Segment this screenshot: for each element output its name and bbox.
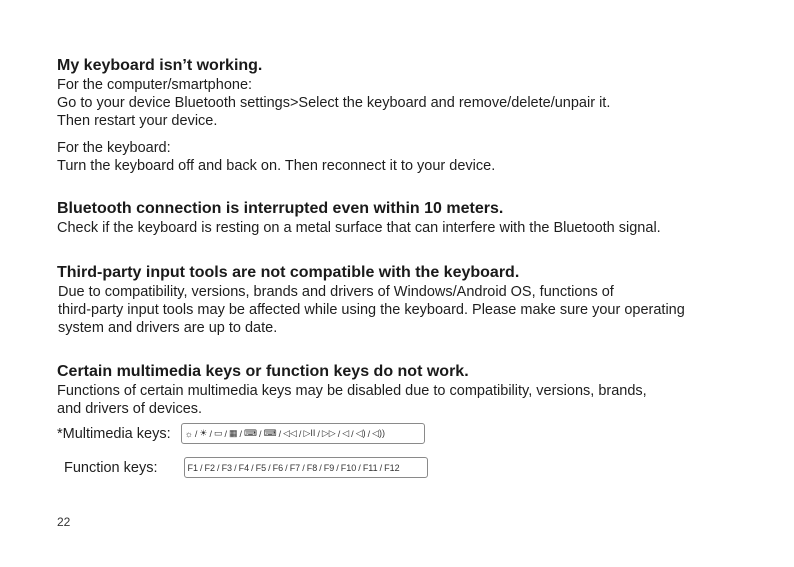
key-separator: / <box>259 428 262 439</box>
function-key-11: F11 <box>362 462 378 473</box>
function-key-7: F7 <box>289 462 301 473</box>
function-key-8: F8 <box>306 462 318 473</box>
key-separator: / <box>367 428 371 439</box>
text-line: For the keyboard: <box>57 140 171 156</box>
key-separator: / <box>209 428 212 439</box>
multimedia-keys-row <box>57 423 425 444</box>
key-separator: / <box>239 428 243 439</box>
key-separator: / <box>234 462 237 473</box>
function-key-1: F1 <box>187 462 199 473</box>
function-keys-row <box>64 457 428 478</box>
text-line: system and drivers are up to date. <box>58 320 278 336</box>
key-separator: / <box>336 462 339 473</box>
key-separator: / <box>337 428 341 439</box>
multimedia-keys-box <box>181 423 425 444</box>
key-separator: / <box>298 428 302 439</box>
multimedia-key-icon-12: ◁)) <box>372 428 386 438</box>
text-line: Due to compatibility, versions, brands and drivers of Windows/Android OS, functions of <box>58 284 614 300</box>
key-separator: / <box>358 462 361 473</box>
multimedia-key-icon-11: ◁) <box>355 428 366 438</box>
key-separator: / <box>317 428 320 439</box>
multimedia-key-icon-4: ▦ <box>229 428 238 438</box>
function-key-10: F10 <box>340 462 357 473</box>
key-separator: / <box>302 462 305 473</box>
multimedia-key-icon-5: ⌨ <box>244 428 258 438</box>
text-line: Check if the keyboard is resting on a metal surface that can interfere with the Bluetooth signal. <box>57 220 661 236</box>
multimedia-key-icon-10: ◁ <box>342 428 350 438</box>
key-separator: / <box>200 462 203 473</box>
multimedia-key-icon-9: ▷▷ <box>321 428 336 438</box>
key-separator: / <box>285 462 288 473</box>
function-key-12: F12 <box>384 462 400 473</box>
section-heading: Certain multimedia keys or function keys do not work. <box>57 363 469 380</box>
function-keys-box <box>184 457 428 478</box>
key-separator: / <box>319 462 322 473</box>
text-line: and drivers of devices. <box>57 401 203 417</box>
multimedia-keys-label: *Multimedia keys: <box>57 425 171 442</box>
function-key-6: F6 <box>272 462 284 473</box>
page-number: 22 <box>57 515 71 529</box>
multimedia-key-icon-8: ▷II <box>303 428 316 438</box>
function-key-2: F2 <box>204 462 216 473</box>
text-line: third-party input tools may be affected while using the keyboard. Please make sure your operating <box>58 302 685 318</box>
section-multimedia-keys <box>57 361 757 418</box>
key-separator: / <box>251 462 254 473</box>
section-bluetooth-interrupted <box>57 198 757 237</box>
key-separator: / <box>224 428 228 439</box>
function-keys-label: Function keys: <box>64 459 158 476</box>
text-line: Turn the keyboard off and back on. Then reconnect it to your device. <box>57 158 496 174</box>
key-separator: / <box>379 462 383 473</box>
text-line: Go to your device Bluetooth settings>Select the keyboard and remove/delete/unpair it. <box>57 95 611 111</box>
text-line: Then restart your device. <box>57 113 218 129</box>
function-key-3: F3 <box>221 462 233 473</box>
multimedia-key-icon-7: ◁◁ <box>283 428 297 438</box>
text-line: Functions of certain multimedia keys may be disabled due to compatibility, versions, brands, <box>57 383 647 399</box>
section-heading: My keyboard isn’t working. <box>57 57 263 74</box>
function-key-4: F4 <box>238 462 250 473</box>
multimedia-key-icon-2: ☀ <box>199 428 208 438</box>
text-line: For the computer/smartphone: <box>57 77 253 93</box>
section-heading: Third-party input tools are not compatible with the keyboard. <box>57 264 520 281</box>
section-heading: Bluetooth connection is interrupted even within 10 meters. <box>57 200 504 217</box>
function-key-5: F5 <box>255 462 267 473</box>
key-separator: / <box>194 428 198 439</box>
key-separator: / <box>351 428 354 439</box>
multimedia-key-icon-6: ⌨ <box>263 428 277 438</box>
multimedia-key-icon-3: ▭ <box>213 428 223 438</box>
section-third-party-tools <box>57 262 757 337</box>
multimedia-key-icon-1: ☼ <box>184 428 193 439</box>
key-separator: / <box>278 428 282 439</box>
section-keyboard-not-working <box>57 55 757 175</box>
key-separator: / <box>268 462 271 473</box>
function-key-9: F9 <box>323 462 335 473</box>
key-separator: / <box>217 462 220 473</box>
